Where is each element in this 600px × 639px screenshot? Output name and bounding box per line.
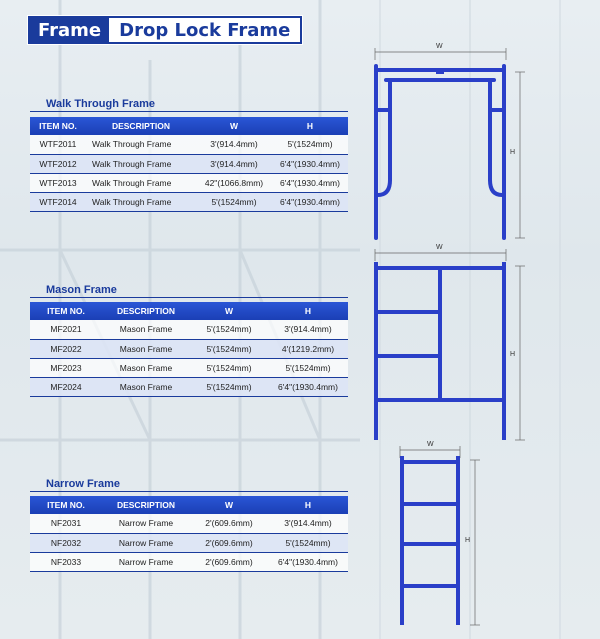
narrow-table bbox=[30, 496, 348, 572]
section-title-walk-through: Walk Through Frame bbox=[46, 98, 155, 110]
cell-w: 2'(609.6mm) bbox=[190, 514, 268, 533]
cell-h: 3'(914.4mm) bbox=[268, 320, 348, 339]
table-row bbox=[30, 552, 348, 571]
cell-description: Narrow Frame bbox=[102, 552, 190, 571]
cell-h: 6'4"(1930.4mm) bbox=[272, 173, 348, 192]
cell-h: 6'4"(1930.4mm) bbox=[272, 192, 348, 211]
table-row bbox=[30, 533, 348, 552]
table-header-row bbox=[30, 117, 348, 135]
table-header-row bbox=[30, 496, 348, 514]
cell-description: Mason Frame bbox=[102, 377, 190, 396]
cell-w: 5'(1524mm) bbox=[196, 192, 272, 211]
width-label: W bbox=[427, 441, 434, 448]
cell-w: 2'(609.6mm) bbox=[190, 533, 268, 552]
page-header bbox=[28, 16, 302, 44]
cell-item-no: MF2024 bbox=[30, 377, 102, 396]
col-description: DESCRIPTION bbox=[86, 117, 196, 135]
section-title-narrow: Narrow Frame bbox=[46, 478, 120, 490]
cell-h: 6'4"(1930.4mm) bbox=[268, 377, 348, 396]
table-row bbox=[30, 192, 348, 211]
cell-description: Mason Frame bbox=[102, 339, 190, 358]
col-h: H bbox=[268, 496, 348, 514]
table-row bbox=[30, 135, 348, 154]
page-title: Drop Lock Frame bbox=[119, 19, 291, 41]
cell-h: 6'4"(1930.4mm) bbox=[268, 552, 348, 571]
cell-w: 5'(1524mm) bbox=[190, 339, 268, 358]
narrow-frame-drawing bbox=[400, 441, 480, 625]
cell-w: 5'(1524mm) bbox=[190, 320, 268, 339]
cell-description: Walk Through Frame bbox=[86, 154, 196, 173]
table-row bbox=[30, 320, 348, 339]
width-label: W bbox=[436, 244, 443, 251]
cell-h: 6'4"(1930.4mm) bbox=[272, 154, 348, 173]
cell-description: Walk Through Frame bbox=[86, 192, 196, 211]
cell-item-no: WTF2013 bbox=[30, 173, 86, 192]
cell-description: Narrow Frame bbox=[102, 533, 190, 552]
table-row bbox=[30, 339, 348, 358]
col-w: W bbox=[196, 117, 272, 135]
cell-w: 2'(609.6mm) bbox=[190, 552, 268, 571]
section-divider bbox=[30, 111, 348, 112]
table-header-row bbox=[30, 302, 348, 320]
cell-h: 4'(1219.2mm) bbox=[268, 339, 348, 358]
cell-description: Mason Frame bbox=[102, 358, 190, 377]
mason-table bbox=[30, 302, 348, 397]
cell-h: 3'(914.4mm) bbox=[268, 514, 348, 533]
cell-h: 5'(1524mm) bbox=[272, 135, 348, 154]
section-divider bbox=[30, 297, 348, 298]
cell-item-no: NF2031 bbox=[30, 514, 102, 533]
cell-h: 5'(1524mm) bbox=[268, 358, 348, 377]
cell-item-no: NF2032 bbox=[30, 533, 102, 552]
cell-w: 3'(914.4mm) bbox=[196, 154, 272, 173]
col-item-no: ITEM NO. bbox=[30, 302, 102, 320]
frame-drawings bbox=[350, 30, 600, 639]
cell-h: 5'(1524mm) bbox=[268, 533, 348, 552]
col-h: H bbox=[268, 302, 348, 320]
cell-w: 42"(1066.8mm) bbox=[196, 173, 272, 192]
cell-item-no: MF2022 bbox=[30, 339, 102, 358]
cell-item-no: WTF2014 bbox=[30, 192, 86, 211]
height-label: H bbox=[510, 149, 516, 156]
height-label: H bbox=[465, 537, 471, 544]
width-label: W bbox=[436, 43, 443, 50]
col-description: DESCRIPTION bbox=[102, 496, 190, 514]
cell-item-no: WTF2011 bbox=[30, 135, 86, 154]
col-w: W bbox=[190, 302, 268, 320]
cell-w: 3'(914.4mm) bbox=[196, 135, 272, 154]
col-h: H bbox=[272, 117, 348, 135]
cell-w: 5'(1524mm) bbox=[190, 377, 268, 396]
mason-frame-drawing bbox=[375, 244, 525, 440]
cell-description: Mason Frame bbox=[102, 320, 190, 339]
cell-description: Walk Through Frame bbox=[86, 135, 196, 154]
table-row bbox=[30, 514, 348, 533]
walk-through-frame-drawing bbox=[375, 43, 525, 238]
walk-through-table bbox=[30, 117, 348, 212]
table-row bbox=[30, 154, 348, 173]
header-tag: Frame bbox=[30, 18, 109, 42]
cell-description: Walk Through Frame bbox=[86, 173, 196, 192]
cell-item-no: WTF2012 bbox=[30, 154, 86, 173]
section-divider bbox=[30, 491, 348, 492]
table-row bbox=[30, 377, 348, 396]
col-item-no: ITEM NO. bbox=[30, 496, 102, 514]
cell-item-no: NF2033 bbox=[30, 552, 102, 571]
height-label: H bbox=[510, 351, 516, 358]
table-row bbox=[30, 173, 348, 192]
cell-item-no: MF2023 bbox=[30, 358, 102, 377]
table-row bbox=[30, 358, 348, 377]
cell-item-no: MF2021 bbox=[30, 320, 102, 339]
col-w: W bbox=[190, 496, 268, 514]
cell-description: Narrow Frame bbox=[102, 514, 190, 533]
section-title-mason: Mason Frame bbox=[46, 284, 117, 296]
col-item-no: ITEM NO. bbox=[30, 117, 86, 135]
cell-w: 5'(1524mm) bbox=[190, 358, 268, 377]
col-description: DESCRIPTION bbox=[102, 302, 190, 320]
